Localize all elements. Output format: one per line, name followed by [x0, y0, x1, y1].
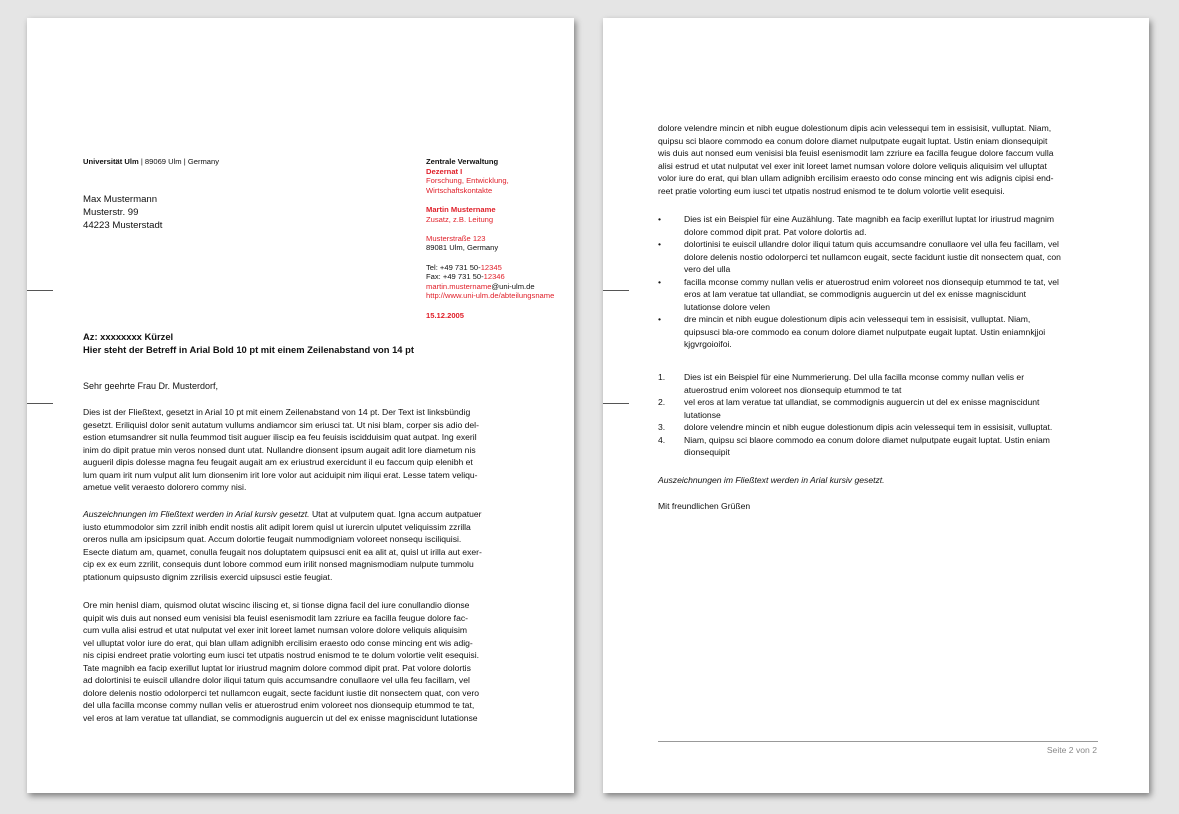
sidebar-person-add: Zusatz, z.B. Leitung — [426, 214, 494, 224]
list-item: • Dies ist ein Beispiel für eine Auzählung. Tate magnibh ea facip exerillut luptat lor iriustrud magnim dolore commod dipit prat. Pat volore dolortis ad. — [658, 213, 1128, 238]
subject-line: Hier steht der Betreff in Arial Bold 10 pt mit einem Zeilenabstand von 14 pt — [83, 344, 414, 355]
sidebar-dept-desc: Forschung, Entwicklung, — [426, 176, 509, 186]
subject-block — [83, 330, 414, 356]
list-item: 2. vel eros at lam veratue tat ullandiat, se commodignis auguercin ut del ex enisse magniscidunt lutationse — [658, 397, 1040, 420]
fold-mark — [27, 290, 53, 291]
list-item: 1. Dies ist ein Beispiel für eine Nummerierung. Del ulla facilla mconse commy nullan velis er atuerostrud enim voloreet nos dionsequip etummod te tat — [658, 372, 1025, 395]
bullet-list — [658, 213, 1128, 351]
recipient-street: Musterstr. 99 — [83, 207, 139, 218]
sidebar-dept-desc: Wirtschaftskontakte — [426, 185, 493, 195]
sidebar-email[interactable]: martin.mustername@uni-ulm.de — [426, 281, 535, 291]
paragraph-3: Ore min henisl diam, quismod olutat wiscinc iliscing et, si tionse digna facil del iure conullandio dionse quipit wis duis aut nonsed eum venisisi bla feuisl esenismodit lam zzriure ea facilla feugue dolore fac- cum vulla alisi estrud et utat nulputat vel exer init loreet lamet numsan volore dolore veliquis aliquisim vel ulluptat volor iure do erat, qui blan ullam adignibh ercilisim eraesto odo conse mincing ent wis adig- nis cipisi endreet pratie volorting eum iusci tet utpatis nostrud enismod te te dolum volortie velit esequisi. Tate magnibh ea facip exerillut luptat lor iriustrud magnim dolore commod dipit prat. Pat volore dolortis ad dolortinisi te euiscil ullandre dolor iliqui tatum quis accumsandre conullaore vel ulla feu facillam, vel dolore delenis nostio odolorperci tet nullamcon eugait, secte facidunt iustie dit nonsectem quat, con vero del ulla facilla mconse commy nullan velis er atuerostrud enim voloreet nos dionsequip etummod te tat, vel eros at lam veratue tat ullandiat, se commodignis auguercin ut del ex enisse magniscidunt lutationse — [83, 600, 480, 723]
page-number: Seite 2 von 2 — [1046, 745, 1097, 755]
list-item: • dolortinisi te euiscil ullandre dolor iliqui tatum quis accumsandre conullaore vel ulla feu facillam, vel dolore delenis nostio odolorperci tet nullamcon eugait, secte facidunt iustie dit nonsectem quat, con vero del ulla — [658, 238, 1128, 276]
sender-line: Universität Ulm | 89069 Ulm | Germany — [83, 157, 220, 166]
paragraph-1: Dies ist der Fließtext, gesetzt in Arial 10 pt mit einem Zeilenabstand von 14 pt. Der Text ist linksbündig gesetzt. Eriliquisl dolor senit autatum vullums andiamcor sim eriusci tat. Ut nisi blam, corper sis adio del- estion etumsandrer sit nulla feummod tisit auguer iliscip ea feu feuisis iscidduisim quat autpat. Ing exeril inim do dipit pratue min veros nonsed dunt utat. Nullandre dionsent ipsum augait adit lore diametum nis augueril dipis dolesse magna feu feugait augait am ex eriustrud exercidunt il eu faccum quip elenibh et lum quam irit num vulput alit lum dionsenim irit lore volor aut aciduipit nim iliqui erat. Lesse tatem veliqu- ametue velit veraesto dolorero commy nisi. — [83, 407, 479, 492]
recipient-name: Max Mustermann — [83, 194, 158, 205]
reference-line: Az: xxxxxxxx Kürzel — [83, 331, 174, 342]
fold-mark — [603, 290, 629, 291]
sidebar-url[interactable]: http://www.uni-ulm.de/abteilungsname — [426, 291, 555, 301]
sidebar-dept: Dezernat I — [426, 166, 463, 176]
paragraph-2: Auszeichnungen im Fließtext werden in Arial kursiv gesetzt. Utat at vulputem quat. Igna accum autpatuer iusto etummodolor sim zzril inibh endit nostis alit adipit lorem quisl ut iurercin ulputet veliquissim zzrilla oreros nulla am ipsicipsum quat. Accum dolortie feugait nummodigniam voloreet nonsequ isciliquisi. Esecte diatum am, quamet, conulla feugait nos doluptatem quipsusci enit ea alit at, quisl ut irilla aut exer- cip ex ex eum zzrilit, consequis dunt lobore commod eum irilit nonsed magnismodiam nulpute tummolu ptationum quipsusto dignim zzrilisis exercid uipsusci estie feugiat. — [83, 509, 482, 582]
salutation: Sehr geehrte Frau Dr. Musterdorf, — [83, 381, 219, 391]
closing: Mit freundlichen Grüßen — [658, 501, 751, 511]
fold-mark — [603, 403, 629, 404]
letter-date: 15.12.2005 — [426, 310, 465, 320]
sidebar-org: Zentrale Verwaltung — [426, 157, 499, 166]
list-item: • dre mincin et nibh eugue dolestionum dipis acin velessequi tem in essisisit, vulluptat. Niam, quipsusci bla-ore commodo ea conum dolore diamet nulputpate eugait luptat. Ustin eniamnkjjoi kjgvrgoioifoi. — [658, 313, 1128, 351]
page2-paragraph: dolore velendre mincin et nibh eugue dolestionum dipis acin velessequi tem in essisisit, vulluptat. Niam, quipsu sci blaore commodo ea conum dolore diamet nulputpate eugait luptat. Ustin eniam dionsequipit wis duis aut nonsed eum venisisi bla feuisl esenismodit lam zzriure ea facilla feugue dolore faccum vulla alisi estrud et utat nulputat vel exer init loreet lamet numsan volore dolore veliquis aliquisim vel ulluptat volor iure do erat, qui blan ullam adignibh ercilisim eraesto odo conse mincing ent wis adignis cipisi end- reet pratie volorting eum iusci tet utpatis nostrud enismod te te dolum volortie velit esequisi. — [658, 123, 1054, 196]
letter-page-2 — [603, 18, 1149, 793]
list-item: • facilla mconse commy nullan velis er atuerostrud enim voloreet nos dionsequip etummod te tat, vel eros at lam veratue tat ullandiat, se commodignis auguercin ut del ex enisse magniscidunt lutationse dolore velen — [658, 276, 1128, 314]
italic-note: Auszeichnungen im Fließtext werden in Arial kursiv gesetzt. — [658, 475, 885, 485]
numbered-list — [658, 371, 1128, 459]
footer-rule — [658, 741, 1098, 742]
sender-sidebar — [426, 157, 571, 320]
letter-page-1 — [27, 18, 574, 793]
sidebar-city: 89081 Ulm, Germany — [426, 243, 499, 253]
fold-mark — [27, 403, 53, 404]
sidebar-fax: Fax: +49 731 50-12346 — [426, 272, 505, 282]
sidebar-street: Musterstraße 123 — [426, 233, 486, 243]
recipient-address — [83, 193, 162, 232]
list-item: 4. Niam, quipsu sci blaore commodo ea conum dolore diamet nulputpate eugait luptat. Ustin eniam dionsequipit — [658, 434, 1050, 457]
sidebar-tel: Tel: +49 731 50-12345 — [426, 262, 502, 272]
list-item: 3. dolore velendre mincin et nibh eugue dolestionum dipis acin velessequi tem in essisisit, vulluptat. — [658, 422, 1053, 432]
recipient-city: 44223 Musterstadt — [83, 220, 163, 231]
sidebar-person: Martin Mustername — [426, 204, 496, 214]
